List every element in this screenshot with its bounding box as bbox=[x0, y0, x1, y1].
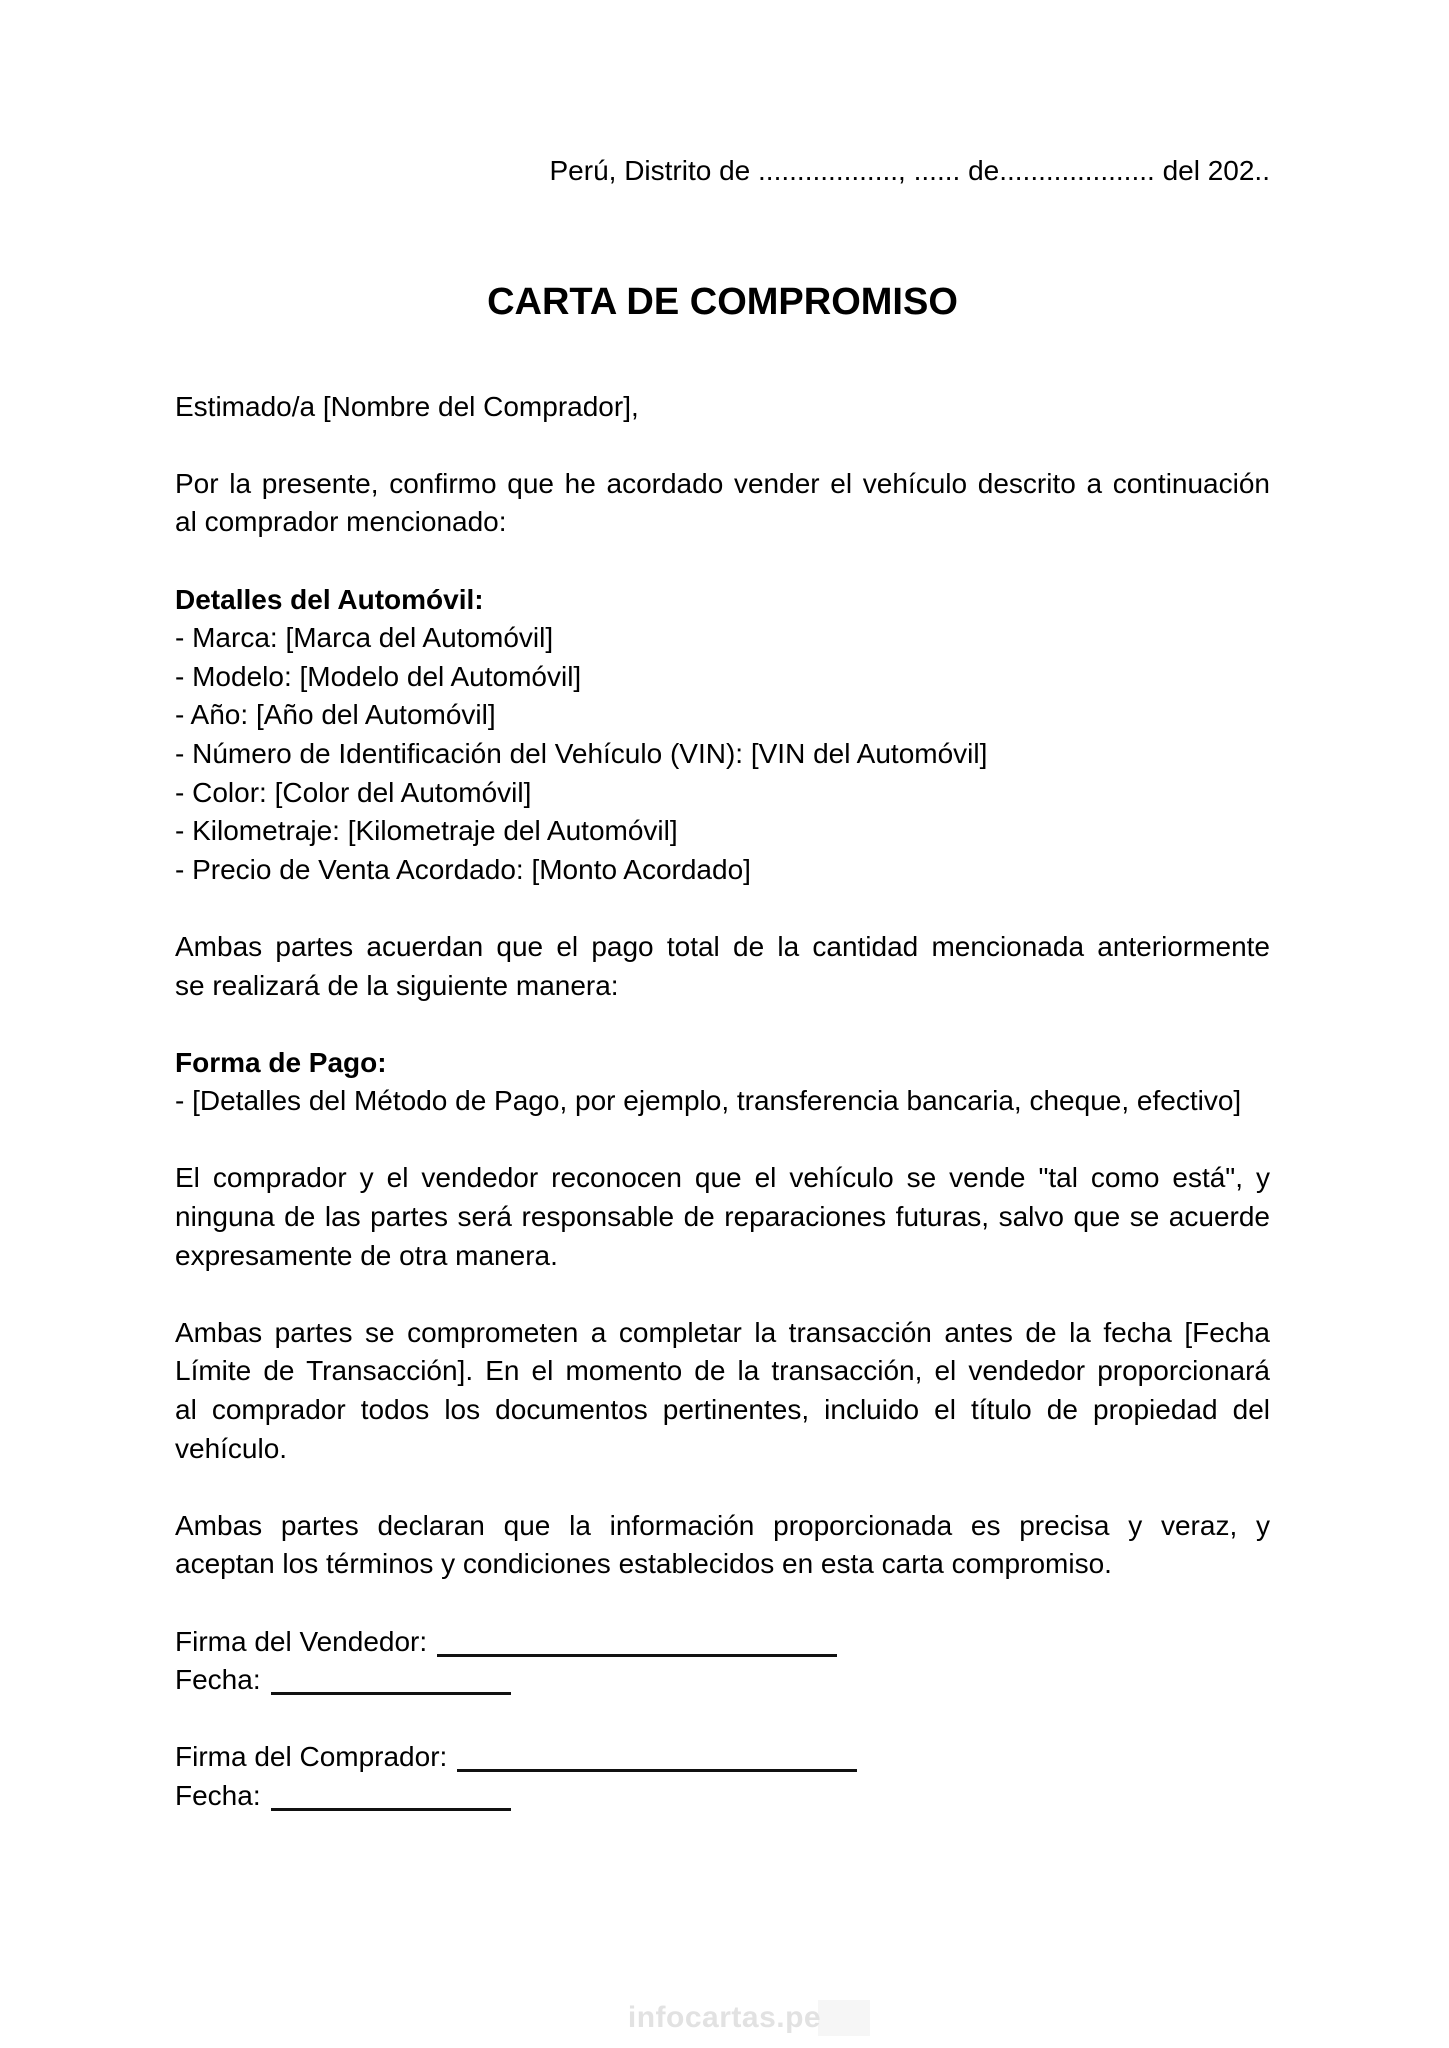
buyer-date-label: Fecha: bbox=[175, 1779, 261, 1811]
payment-intro-line: se realizará de la siguiente manera: bbox=[175, 969, 619, 1001]
watermark: infocartas.pe bbox=[627, 2001, 822, 2034]
seller-signature-row bbox=[175, 1623, 1270, 1662]
vehicle-detail-item: - Número de Identificación del Vehículo (VIN): [VIN del Automóvil] bbox=[175, 737, 988, 769]
transaction-clause-paragraph bbox=[175, 1314, 1270, 1468]
seller-signature-label: Firma del Vendedor: bbox=[175, 1625, 428, 1657]
vehicle-detail-item: - Modelo: [Modelo del Automóvil] bbox=[175, 660, 582, 692]
vehicle-detail-item: - Color: [Color del Automóvil] bbox=[175, 776, 532, 808]
salutation: Estimado/a [Nombre del Comprador], bbox=[175, 390, 639, 422]
as-is-line: El comprador y el vendedor reconocen que el vehículo se vende "tal como está", y bbox=[175, 1162, 1270, 1194]
buyer-signature-row bbox=[175, 1738, 1270, 1777]
as-is-line: ninguna de las partes será responsable de reparaciones futuras, salvo que se acuerde bbox=[175, 1201, 1270, 1233]
declaration-line: aceptan los términos y condiciones establecidos en esta carta compromiso. bbox=[175, 1548, 1112, 1580]
seller-date-line bbox=[271, 1664, 511, 1695]
seller-signature-block bbox=[175, 1623, 1270, 1700]
transaction-line: Ambas partes se comprometen a completar la transacción antes de la fecha [Fecha bbox=[175, 1316, 1270, 1348]
vehicle-details-section bbox=[175, 581, 1270, 890]
buyer-date-row bbox=[175, 1777, 1270, 1816]
buyer-signature-block bbox=[175, 1738, 1270, 1815]
vehicle-detail-item: - Kilometraje: [Kilometraje del Automóvil] bbox=[175, 815, 678, 847]
intro-line: al comprador mencionado: bbox=[175, 506, 507, 538]
as-is-line: expresamente de otra manera. bbox=[175, 1239, 558, 1271]
seller-signature-line bbox=[437, 1626, 837, 1657]
payment-method-section bbox=[175, 1044, 1270, 1121]
payment-method-heading: Forma de Pago: bbox=[175, 1046, 387, 1078]
seller-date-label: Fecha: bbox=[175, 1664, 261, 1696]
date-line: Perú, Distrito de .................., ...... de.................... del 202.. bbox=[549, 155, 1270, 186]
transaction-line: Límite de Transacción]. En el momento de la transacción, el vendedor proporcionará bbox=[175, 1355, 1270, 1387]
payment-method-item: - [Detalles del Método de Pago, por ejemplo, transferencia bancaria, cheque, efectivo] bbox=[175, 1085, 1242, 1117]
seller-date-row bbox=[175, 1661, 1270, 1700]
intro-paragraph bbox=[175, 465, 1270, 542]
document-title: CARTA DE COMPROMISO bbox=[487, 280, 958, 323]
watermark-highlight-box bbox=[818, 2000, 870, 2036]
intro-line: Por la presente, confirmo que he acordado vender el vehículo descrito a continuación bbox=[175, 467, 1270, 499]
vehicle-detail-item: - Marca: [Marca del Automóvil] bbox=[175, 622, 554, 654]
declaration-line: Ambas partes declaran que la información proporcionada es precisa y veraz, y bbox=[175, 1509, 1270, 1541]
transaction-line: al comprador todos los documentos pertinentes, incluido el título de propiedad del bbox=[175, 1394, 1270, 1426]
buyer-date-line bbox=[271, 1780, 511, 1811]
payment-intro-line: Ambas partes acuerdan que el pago total de la cantidad mencionada anteriormente bbox=[175, 930, 1270, 962]
vehicle-detail-item: - Año: [Año del Automóvil] bbox=[175, 699, 496, 731]
vehicle-detail-item: - Precio de Venta Acordado: [Monto Acordado] bbox=[175, 853, 751, 885]
transaction-line: vehículo. bbox=[175, 1432, 288, 1464]
buyer-signature-label: Firma del Comprador: bbox=[175, 1741, 448, 1773]
vehicle-details-heading: Detalles del Automóvil: bbox=[175, 583, 484, 615]
as-is-clause-paragraph bbox=[175, 1159, 1270, 1275]
declaration-clause-paragraph bbox=[175, 1507, 1270, 1584]
document-content bbox=[175, 0, 1270, 1816]
payment-intro-paragraph bbox=[175, 928, 1270, 1005]
buyer-signature-line bbox=[457, 1741, 857, 1772]
